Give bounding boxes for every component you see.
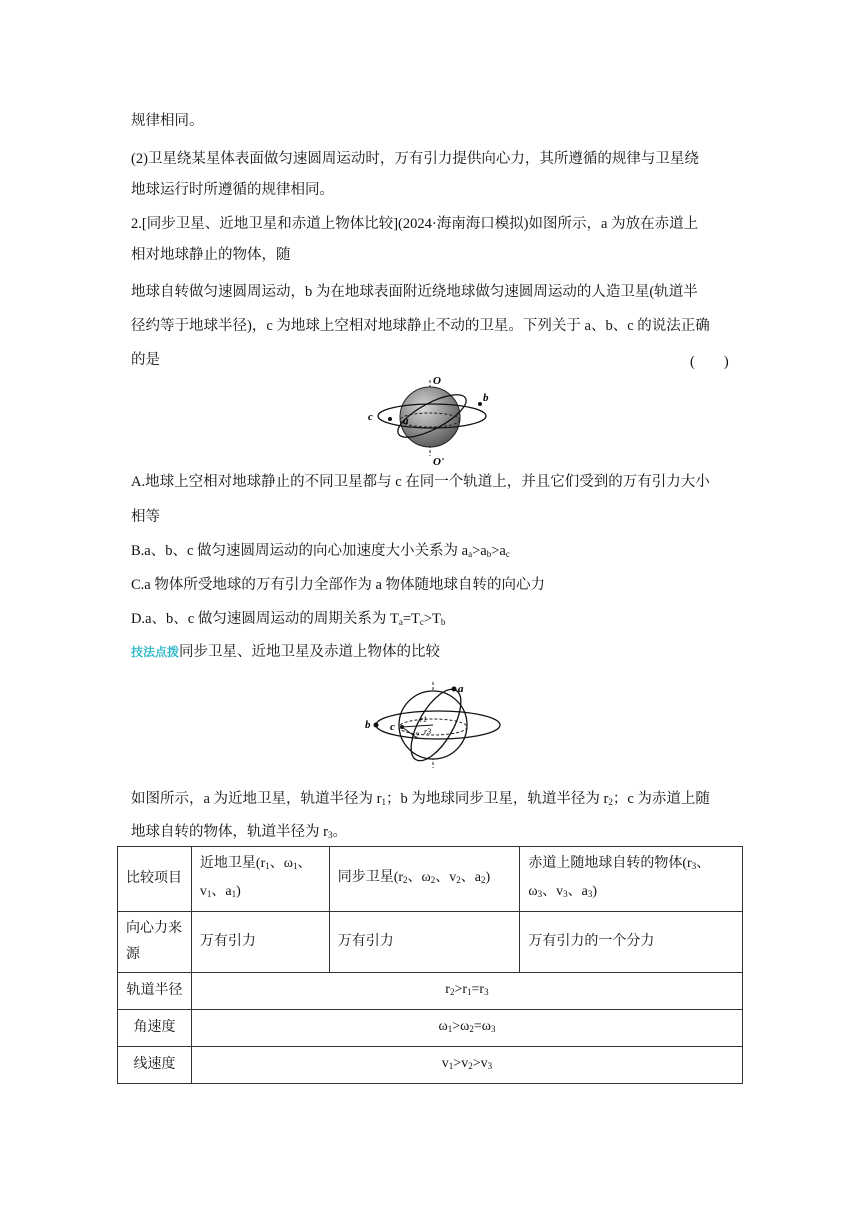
table-cell: 万有引力 bbox=[329, 912, 520, 973]
orbit-comparison-figure bbox=[362, 680, 512, 770]
comparison-table bbox=[117, 846, 743, 1084]
text-line: 的是 bbox=[131, 352, 160, 368]
table-cell: 万有引力的一个分力 bbox=[520, 912, 743, 973]
explain-line: 如图所示，a 为近地卫星，轨道半径为 $r_1$；b 为地球同步卫星，轨道半径为 $r_2$；c 为赤道上随 bbox=[131, 791, 710, 807]
table-header: 近地卫星($r_1$、$\omega_1$、$v_1$、$a_1$) bbox=[191, 847, 329, 912]
table-cell: $r_2>r_1=r_3$ bbox=[191, 973, 742, 1010]
label-a: a bbox=[458, 683, 464, 695]
table-row bbox=[118, 912, 743, 973]
table-header: 同步卫星($r_2$、$\omega_2$、$v_2$、$a_2$) bbox=[329, 847, 520, 912]
table-cell: $v_1>v_2>v_3$ bbox=[191, 1047, 742, 1084]
table-cell: 轨道半径 bbox=[118, 973, 192, 1010]
explain-line: 地球自转的物体，轨道半径为 $r_3$。 bbox=[131, 824, 347, 840]
option-c: C.a 物体所受地球的万有引力全部作为 a 物体随地球自转的向心力 bbox=[131, 577, 546, 593]
table-header: 赤道上随地球自转的物体($r_3$、$\omega_3$、$v_3$、$a_3$) bbox=[520, 847, 743, 912]
text-line: 地球自转做匀速圆周运动，b 为在地球表面附近绕地球做匀速圆周运动的人造卫星(轨道半 bbox=[131, 284, 698, 300]
text-line: 规律相同。 bbox=[131, 113, 204, 129]
table-row bbox=[118, 1047, 743, 1084]
option-a-cont: 相等 bbox=[131, 509, 160, 525]
label-a: a bbox=[403, 415, 409, 427]
table-row bbox=[118, 847, 743, 912]
option-b: B.a、b、c 做匀速圆周运动的向心加速度大小关系为 $a_a>a_b>a_c$ bbox=[131, 543, 510, 559]
text-line: 相对地球静止的物体，随 bbox=[131, 247, 291, 263]
table-cell: 线速度 bbox=[118, 1047, 192, 1084]
table-cell: $\omega_1>\omega_2=\omega_3$ bbox=[191, 1010, 742, 1047]
table-row bbox=[118, 1010, 743, 1047]
earth-orbit-figure bbox=[360, 372, 500, 467]
label-r3: r3 bbox=[424, 727, 432, 736]
table-cell: 万有引力 bbox=[191, 912, 329, 973]
option-d: D.a、b、c 做匀速圆周运动的周期关系为 $T_a=T_c>T_b$ bbox=[131, 611, 446, 627]
tip-heading: 技法点拨同步卫星、近地卫星及赤道上物体的比较 bbox=[131, 644, 441, 660]
table-header: 比较项目 bbox=[118, 847, 192, 912]
label-b: b bbox=[483, 392, 489, 404]
table-cell: 角速度 bbox=[118, 1010, 192, 1047]
label-c: c bbox=[390, 721, 395, 733]
text-line: 地球运行时所遵循的规律相同。 bbox=[131, 182, 334, 198]
label-O: O bbox=[433, 375, 441, 387]
option-a: A.地球上空相对地球静止的不同卫星都与 c 在同一个轨道上，并且它们受到的万有引力大小 bbox=[131, 474, 710, 490]
label-r1: r1 bbox=[420, 715, 428, 724]
answer-paren: ( ) bbox=[690, 354, 729, 370]
table-cell: 向心力来源 bbox=[118, 912, 192, 973]
label-r2: r2 bbox=[412, 731, 420, 740]
label-c: c bbox=[368, 411, 373, 423]
label-O-prime: O' bbox=[433, 456, 444, 467]
question-stem: 2.[同步卫星、近地卫星和赤道上物体比较](2024·海南海口模拟)如图所示，a 为放在赤道上 bbox=[131, 216, 699, 232]
text-line: (2)卫星绕某星体表面做匀速圆周运动时，万有引力提供向心力，其所遵循的规律与卫星绕 bbox=[131, 151, 699, 167]
text-line: 径约等于地球半径)，c 为地球上空相对地球静止不动的卫星。下列关于 a、b、c 的说法正确 bbox=[131, 318, 710, 334]
label-b: b bbox=[365, 719, 371, 731]
table-row bbox=[118, 973, 743, 1010]
